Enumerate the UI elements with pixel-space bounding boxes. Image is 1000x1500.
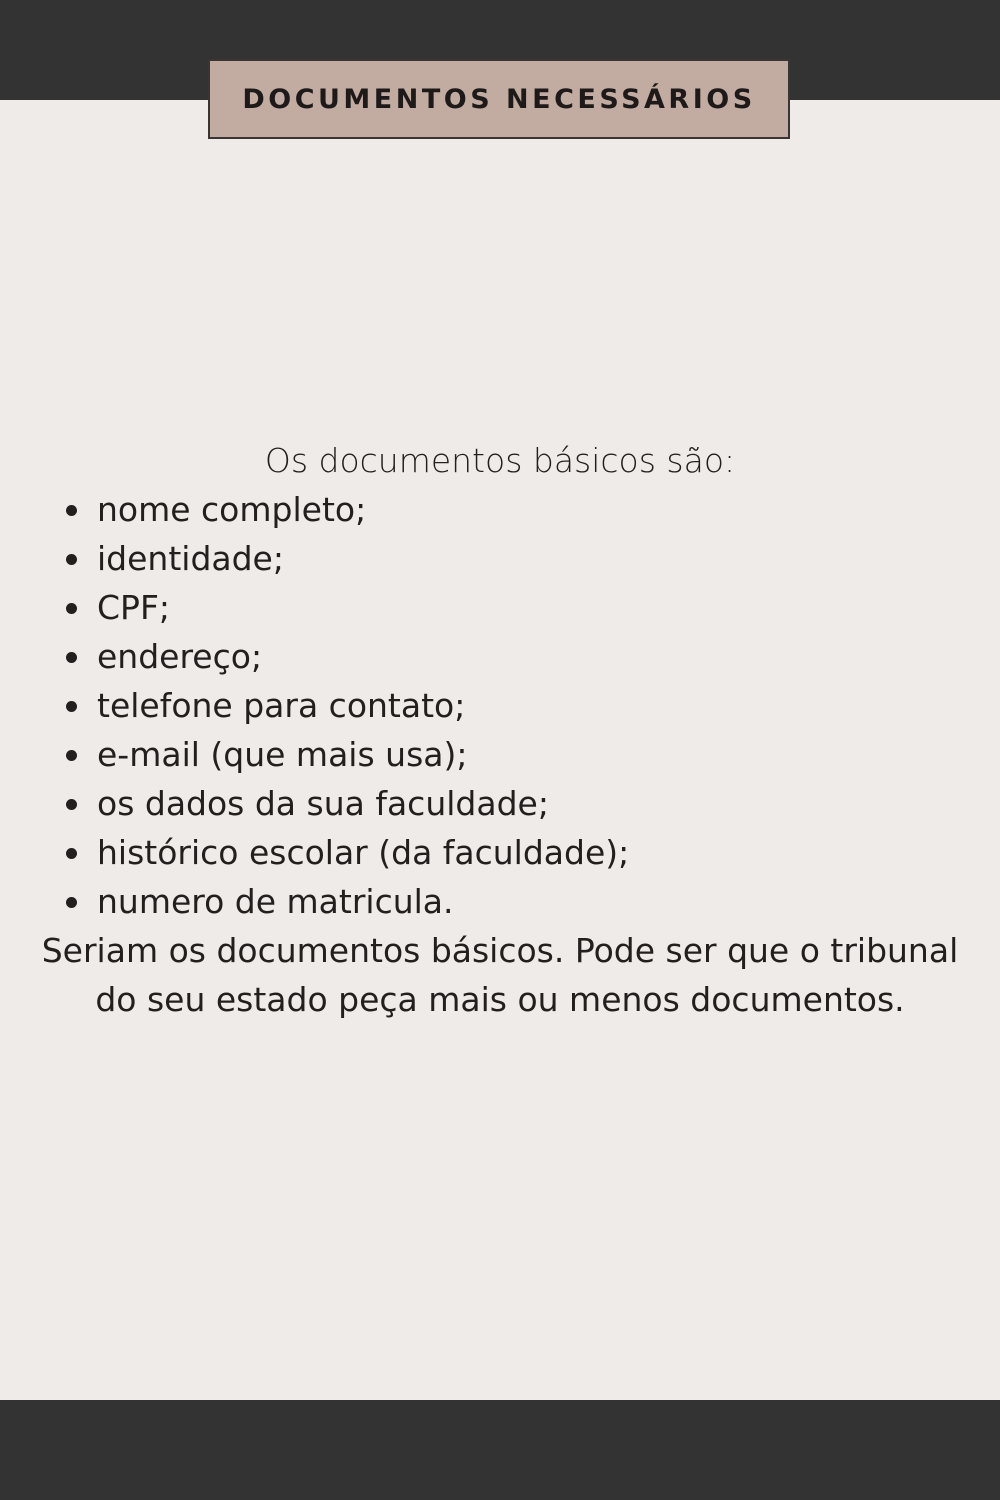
documents-list (0, 485, 1000, 926)
list-item (0, 632, 1000, 681)
page-title: DOCUMENTOS NECESSÁRIOS (242, 83, 756, 115)
bullet-icon (66, 701, 77, 712)
title-banner (208, 59, 790, 139)
closing-line-1: Seriam os documentos básicos. Pode ser que o tribunal (41, 931, 959, 970)
bullet-icon (66, 652, 77, 663)
list-item (0, 681, 1000, 730)
list-item-label: os dados da sua faculdade; (97, 784, 549, 823)
bullet-icon (66, 505, 77, 516)
list-item-label: e-mail (que mais usa); (97, 735, 468, 774)
intro-text: Os documentos básicos são: (264, 441, 736, 480)
bullet-icon (66, 554, 77, 565)
list-item (0, 485, 1000, 534)
bullet-icon (66, 848, 77, 859)
bullet-icon (66, 603, 77, 614)
list-item-label: histórico escolar (da faculdade); (97, 833, 630, 872)
closing-paragraph (20, 926, 980, 1024)
list-item (0, 828, 1000, 877)
list-item (0, 779, 1000, 828)
list-item (0, 730, 1000, 779)
bullet-icon (66, 799, 77, 810)
list-item-label: telefone para contato; (97, 686, 466, 725)
list-item-label: identidade; (97, 539, 284, 578)
list-item-label: numero de matricula. (97, 882, 454, 921)
list-item-label: endereço; (97, 637, 263, 676)
list-item-label: nome completo; (97, 490, 367, 529)
bullet-icon (66, 897, 77, 908)
bullet-icon (66, 750, 77, 761)
list-item (0, 877, 1000, 926)
bottom-band (0, 1400, 1000, 1500)
list-item (0, 534, 1000, 583)
closing-line-2: do seu estado peça mais ou menos documentos. (95, 980, 905, 1019)
list-item (0, 583, 1000, 632)
list-item-label: CPF; (97, 588, 171, 627)
